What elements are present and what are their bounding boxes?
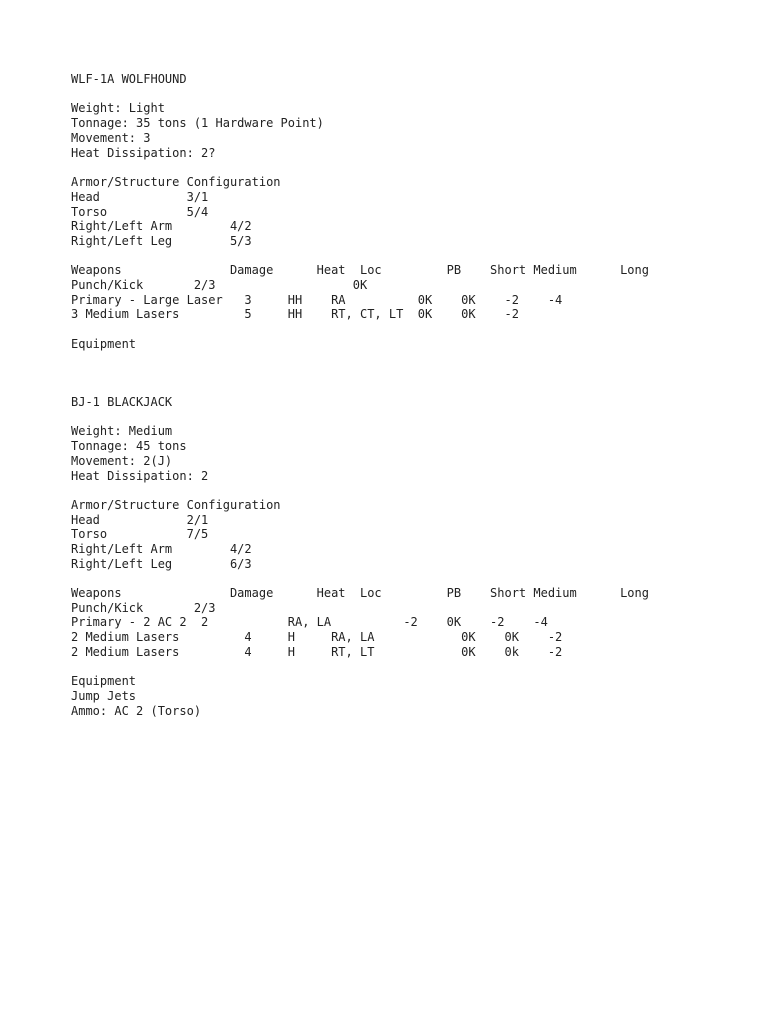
movement-line: Movement: 3	[71, 131, 151, 145]
armor-row: Torso 5/4	[71, 205, 209, 219]
weapon-row: Primary - Large Laser 3 HH RA 0K 0K -2 -4	[71, 293, 563, 307]
weapon-row: Punch/Kick 2/3	[71, 601, 216, 615]
mech-title: BJ-1 BLACKJACK	[71, 395, 173, 409]
heat-dissipation-line: Heat Dissipation: 2	[71, 469, 209, 483]
armor-row: Right/Left Arm 4/2	[71, 219, 252, 233]
mech-title: WLF-1A WOLFHOUND	[71, 72, 187, 86]
movement-line: Movement: 2(J)	[71, 454, 173, 468]
armor-row: Right/Left Arm 4/2	[71, 542, 252, 556]
equipment-heading: Equipment	[71, 674, 137, 688]
weapon-row: Punch/Kick 2/3 0K	[71, 278, 368, 292]
equipment-item: Ammo: AC 2 (Torso)	[71, 704, 202, 718]
weapon-row: Primary - 2 AC 2 2 RA, LA -2 0K -2 -4	[71, 615, 548, 629]
weapon-row: 2 Medium Lasers 4 H RA, LA 0K 0K -2	[71, 630, 563, 644]
armor-heading: Armor/Structure Configuration	[71, 498, 281, 512]
equipment-item: Jump Jets	[71, 689, 137, 703]
armor-row: Head 3/1	[71, 190, 209, 204]
weapon-row: 2 Medium Lasers 4 H RT, LT 0K 0k -2	[71, 645, 563, 659]
equipment-heading: Equipment	[71, 337, 137, 351]
tonnage-line: Tonnage: 45 tons	[71, 439, 187, 453]
tonnage-line: Tonnage: 35 tons (1 Hardware Point)	[71, 116, 324, 130]
armor-row: Head 2/1	[71, 513, 209, 527]
weapon-row: 3 Medium Lasers 5 HH RT, CT, LT 0K 0K -2	[71, 307, 519, 321]
armor-heading: Armor/Structure Configuration	[71, 175, 281, 189]
armor-row: Right/Left Leg 5/3	[71, 234, 252, 248]
heat-dissipation-line: Heat Dissipation: 2?	[71, 146, 216, 160]
weapons-header: Weapons Damage Heat Loc PB Short Medium Long	[71, 586, 649, 600]
weight-line: Weight: Medium	[71, 424, 173, 438]
weight-line: Weight: Light	[71, 101, 165, 115]
armor-row: Torso 7/5	[71, 527, 209, 541]
weapons-header: Weapons Damage Heat Loc PB Short Medium Long	[71, 263, 649, 277]
armor-row: Right/Left Leg 6/3	[71, 557, 252, 571]
